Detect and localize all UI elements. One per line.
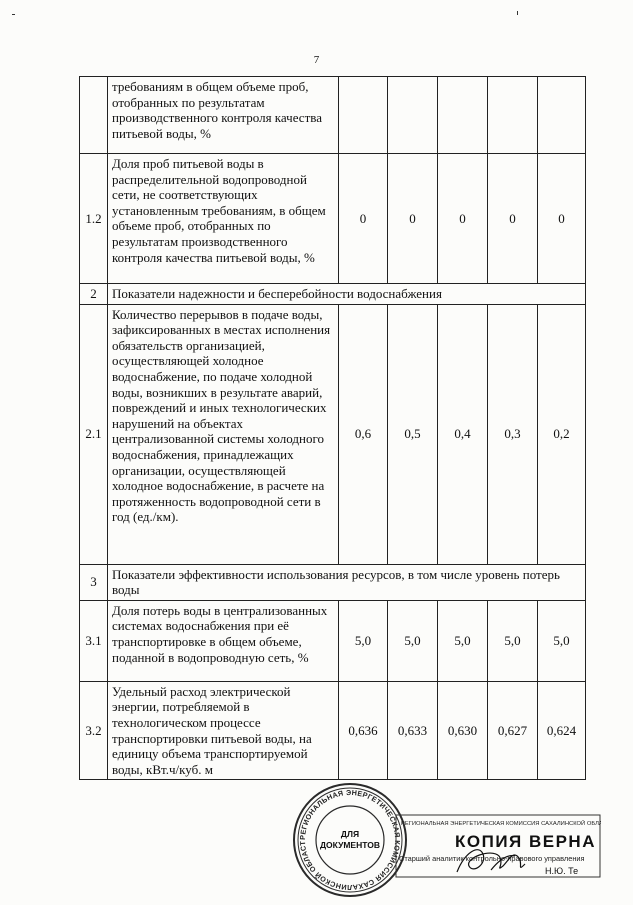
indicator-value: 0,633 bbox=[388, 681, 438, 780]
table-row bbox=[80, 304, 586, 564]
table-row bbox=[80, 564, 586, 600]
indicator-value: 5,0 bbox=[488, 600, 538, 681]
row-number: 1.2 bbox=[80, 154, 108, 284]
indicator-value: 0,2 bbox=[538, 304, 586, 564]
page-number: 7 bbox=[313, 54, 320, 66]
indicator-value: 0,4 bbox=[438, 304, 488, 564]
row-number: 3.2 bbox=[80, 681, 108, 780]
indicator-description: Количество перерывов в подаче воды, зафиксированных в местах исполнения обязательств организацией, осуществляющей холодное водоснабжение, по подаче холодной воды, возникших в результате аварий, повреждений и иных технологических нарушений на объектах централизованной системы холодного водоснабжения, принадлежащих организации, осуществляющей холодное водоснабжение, в расчете на протяженность водопроводной сети в год (ед./км). bbox=[108, 304, 339, 564]
indicator-description: Доля проб питьевой воды в распределительной водопроводной сети, не соответствующих установленным требованиям, в общем объеме проб, отобранных по результатам производственного контроля качества питьевой воды, % bbox=[108, 154, 339, 284]
seal-center-line2: ДОКУМЕНТОВ bbox=[320, 840, 380, 850]
indicator-value: 5,0 bbox=[538, 600, 586, 681]
indicator-value: 5,0 bbox=[339, 600, 388, 681]
indicator-description: Удельный расход электрической энергии, потребляемой в технологическом процессе транспортировки питьевой воды, на единицу объема транспортируемой воды, кВт.ч/куб. м bbox=[108, 681, 339, 780]
indicator-value: 0 bbox=[388, 154, 438, 284]
indicator-value: 0,5 bbox=[388, 304, 438, 564]
indicator-description: требованиям в общем объеме проб, отобранных по результатам производственного контроля качества питьевой воды, % bbox=[108, 77, 339, 154]
table-row bbox=[80, 284, 586, 305]
scan-artifact bbox=[12, 14, 15, 15]
indicator-value bbox=[339, 77, 388, 154]
indicator-value: 5,0 bbox=[438, 600, 488, 681]
indicator-value: 0,636 bbox=[339, 681, 388, 780]
indicator-value: 0 bbox=[339, 154, 388, 284]
table-row bbox=[80, 600, 586, 681]
indicator-value: 0,6 bbox=[339, 304, 388, 564]
indicator-value bbox=[538, 77, 586, 154]
scan-artifact bbox=[517, 11, 518, 15]
row-number: 2 bbox=[80, 284, 108, 305]
indicator-value: 5,0 bbox=[388, 600, 438, 681]
seal-center-line1: ДЛЯ bbox=[340, 829, 360, 839]
stamp-position-text: Старший аналитик контрольно-правового управления bbox=[399, 854, 585, 863]
stamp-title-text: КОПИЯ ВЕРНА bbox=[455, 832, 596, 851]
indicator-value: 0 bbox=[538, 154, 586, 284]
row-number: 3 bbox=[80, 564, 108, 600]
section-heading: Показатели эффективности использования ресурсов, в том числе уровень потерь воды bbox=[108, 564, 586, 600]
row-number: 2.1 bbox=[80, 304, 108, 564]
indicator-value bbox=[488, 77, 538, 154]
row-number: 3.1 bbox=[80, 600, 108, 681]
table-row bbox=[80, 77, 586, 154]
indicator-value: 0 bbox=[488, 154, 538, 284]
round-seal-stamp bbox=[291, 781, 409, 899]
certified-copy-stamp bbox=[395, 814, 601, 878]
table-row bbox=[80, 154, 586, 284]
indicators-table bbox=[79, 76, 586, 780]
seal-outer-text: РЕГИОНАЛЬНАЯ ЭНЕРГЕТИЧЕСКАЯ КОМИССИЯ САХАЛИНСКОЙ ОБЛАСТ bbox=[297, 787, 403, 893]
indicator-value: 0,630 bbox=[438, 681, 488, 780]
indicator-value: 0,3 bbox=[488, 304, 538, 564]
indicator-value bbox=[388, 77, 438, 154]
indicator-value: 0,624 bbox=[538, 681, 586, 780]
indicator-description: Доля потерь воды в централизованных системах водоснабжения при её транспортировке в общем объеме, поданной в водопроводную сеть, % bbox=[108, 600, 339, 681]
section-heading: Показатели надежности и бесперебойности водоснабжения bbox=[108, 284, 586, 305]
indicator-value bbox=[438, 77, 488, 154]
indicator-value: 0,627 bbox=[488, 681, 538, 780]
table-row bbox=[80, 681, 586, 780]
stamp-name-text: Н.Ю. Те bbox=[545, 866, 579, 876]
row-number bbox=[80, 77, 108, 154]
stamp-header-text: РЕГИОНАЛЬНАЯ ЭНЕРГЕТИЧЕСКАЯ КОМИССИЯ САХАЛИНСКОЙ ОБЛАСТИ bbox=[401, 821, 601, 827]
indicator-value: 0 bbox=[438, 154, 488, 284]
